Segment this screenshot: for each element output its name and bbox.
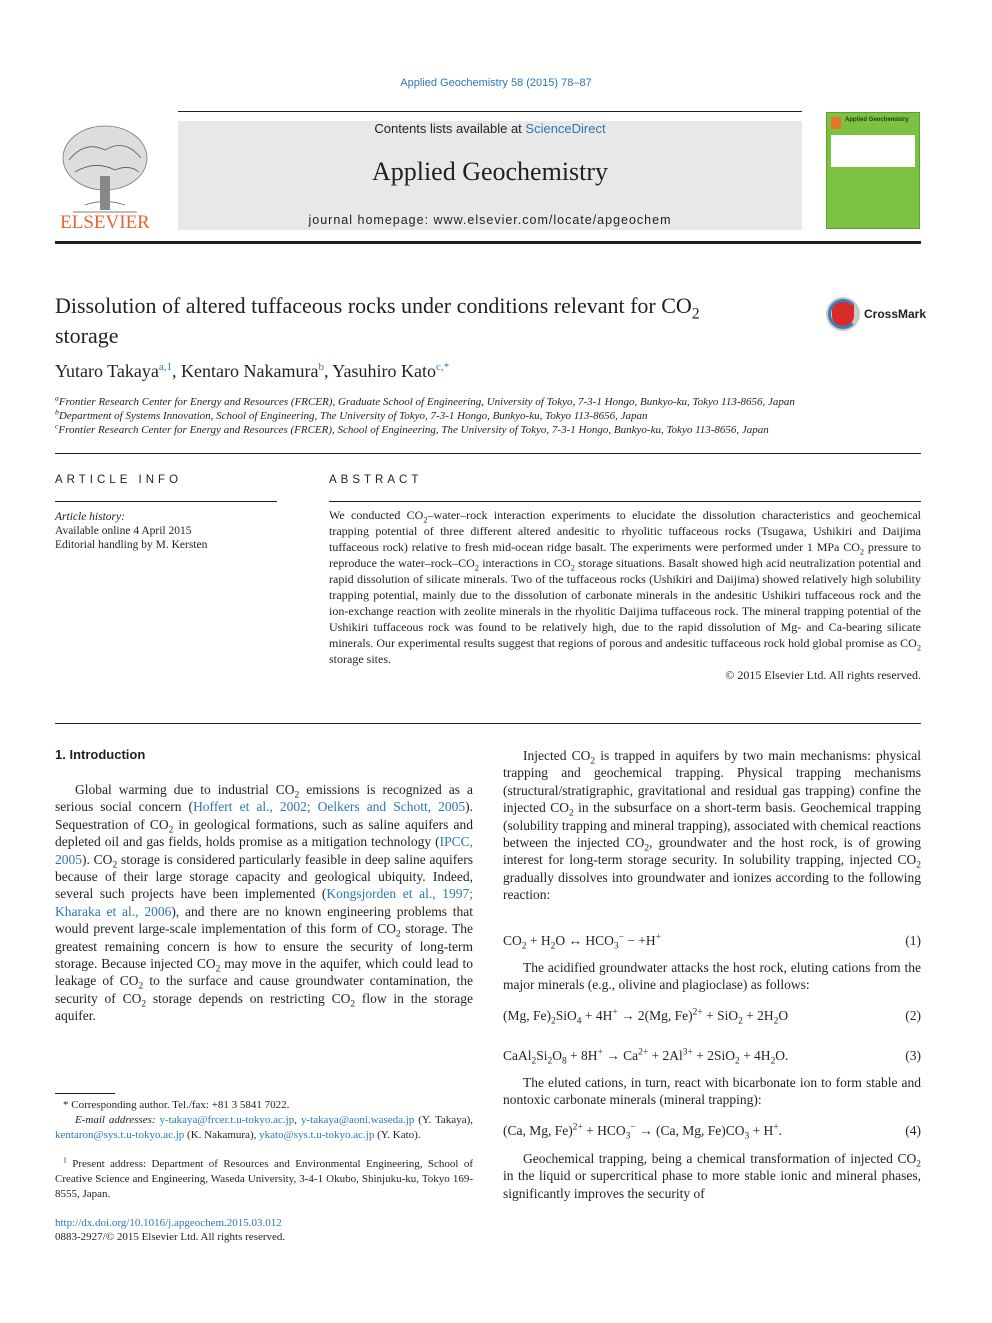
citation-link[interactable]: Hoffert et al., 2002; Oelkers and Schott, 2005 (193, 799, 466, 815)
journal-homepage-link[interactable]: www.elsevier.com/locate/apgeochem (433, 213, 672, 227)
article-info-rule (55, 501, 277, 502)
intro-paragraph-1: Global warming due to industrial $CO_2$ emissions is recognized as a serious social concern (Hoffert et al., 2002; Oelkers and Schott, 2005). Sequestration of $CO_2$ in geological formations, such as saline aquifers and depleted oil and gas fields, holds promise as a mitigation technology (IPCC, 2005). $CO_2$ storage is considered particularly feasible in deep saline aquifers because of their large storage capacity and geological ubiquity. Indeed, several such projects have been implemented (Kongsjorden et al., 1997; Kharaka et al., 2006), and there are no known engineering problems that would prevent large-scale implementation of this form of $CO_2$ storage. The greatest remaining concern is how to ensure the security of long-term storage. Because injected $CO_2$ may move in the aquifer, which could lead to leakage of $CO_2$ to the surface and cause groundwater contamination, the security of $CO_2$ storage depends on restricting $CO_2$ flow in the storage aquifer. (55, 782, 474, 1024)
citation-link[interactable]: IPCC, 2005 (55, 834, 473, 867)
body-paragraph-geochemical: Geochemical trapping, being a chemical transformation of injected $CO_2$ in the liquid or supercritical phase to more stable ionic and mineral phases, significantly improves the security of (503, 1151, 921, 1201)
paper-title: Dissolution of altered tuffaceous rocks under conditions relevant for $CO_2$ storage (55, 293, 700, 348)
journal-homepage: journal homepage: www.elsevier.com/locate/apgeochem (308, 213, 672, 227)
body-paragraph-trapping: Injected $CO_2$ is trapped in aquifers by two main mechanisms: physical trapping and geochemical trapping. Physical trapping mechanisms (structural/stratigraphic, gravitational and residual gas trapping) confine the injected $CO_2$ in the subsurface on a short-term basis. Geochemical trapping (solubility trapping and mineral trapping), associated with chemical reactions between the injected $CO_2$, groundwater and the host rock, is of growing interest for long-term storage security. In solubility trapping, injected $CO_2$ gradually dissolves into groundwater and ionizes according to the following reaction: (503, 748, 922, 903)
crossmark-label: CrossMark (864, 307, 927, 321)
abstract-heading: ABSTRACT (329, 474, 423, 486)
footnote-emails: E-mail addresses: y-takaya@frcer.t.u-tokyo.ac.jp, y-takaya@aoni.waseda.jp (Y. Takaya), kentaron@sys.t.u-tokyo.ac.jp (K. Nakamura), ykato@sys.t.u-tokyo.ac.jp (Y. Kato). (55, 1114, 473, 1141)
affiliation: $^a$Frontier Research Center for Energy and Resources (FRCER), Graduate School of Engineering, University of Tokyo, 7-3-1 Hongo, Bunkyo-ku, Tokyo 113-8656, Japan (55, 393, 795, 408)
footnote-rule (55, 1093, 115, 1094)
cover-title: Applied Geochemistry (845, 117, 909, 123)
header-bottom-rule (55, 241, 921, 244)
journal-banner (178, 121, 802, 230)
email-link[interactable]: y-takaya@aoni.waseda.jp (300, 1114, 415, 1126)
header-top-rule (178, 111, 802, 112)
email-link[interactable]: y-takaya@frcer.t.u-tokyo.ac.jp (159, 1114, 295, 1126)
crossmark-ring-shape (828, 299, 858, 329)
cover-logo-icon (831, 117, 841, 129)
equation-3: $CaAl_2Si_2O_8 + 8H^+ \to Ca^{2+} + 2Al^{3+} + 2SiO_2 + 4H_2O$. (3) (503, 1047, 921, 1067)
sciencedirect-link[interactable]: ScienceDirect (525, 121, 606, 136)
journal-cover-thumbnail[interactable] (826, 112, 920, 229)
equation-1: $CO_2 + H_2O$ ↔ $HCO_3^- - +H^+$ (1) (503, 932, 921, 952)
journal-citation[interactable]: Applied Geochemistry 58 (2015) 78–87 (400, 77, 592, 89)
author-affiliation-mark[interactable]: b (318, 361, 324, 373)
author-name: Yasuhiro Kato (332, 361, 436, 381)
email-link[interactable]: ykato@sys.t.u-tokyo.ac.jp (259, 1128, 375, 1141)
history-label: Article history: (55, 511, 125, 523)
issn-line: 0883-2927/© 2015 Elsevier Ltd. All rights reserved. (55, 1231, 286, 1243)
contents-line: Contents lists available at ScienceDirect (374, 121, 606, 136)
author-affiliation-mark[interactable]: c,* (435, 361, 450, 373)
abstract-copyright: © 2015 Elsevier Ltd. All rights reserved. (725, 668, 921, 682)
introduction-heading: 1. Introduction (55, 747, 146, 762)
doi-link[interactable]: http://dx.doi.org/10.1016/j.apgeochem.2015.03.012 (55, 1217, 282, 1229)
crossmark-button[interactable] (826, 297, 926, 333)
elsevier-tree-logo (55, 120, 155, 232)
author-list: Yutaro Takaya$^{a,1}$, Kentaro Nakamura$^b$, Yasuhiro Kato$^{c,*}$ (55, 361, 450, 381)
journal-title: Applied Geochemistry (371, 157, 609, 186)
equation-4: (Ca, Mg, $Fe)^{2+} + HCO_3^- \to (Ca$, Mg, $Fe)CO_3 + H^+$. (4) (503, 1122, 921, 1142)
article-info-heading: ARTICLE INFO (55, 474, 183, 486)
footnote-present-address: $^1$ Present address: Department of Resources and Environmental Engineering, School of Creative Science and Engineering, Waseda University, 3-4-1 Okubo, Shinjuku-ku, Tokyo 169-8555, Japan. (55, 1155, 473, 1200)
body-paragraph-eluted: The eluted cations, in turn, react with bicarbonate ion to form stable and nontoxic carbonate minerals (mineral trapping): (503, 1075, 921, 1108)
editorial-handling: Editorial handling by M. Kersten (55, 539, 208, 551)
abstract-bottom-rule (55, 723, 921, 724)
author-name: Yutaro Takaya (55, 361, 159, 381)
author-affiliation-mark[interactable]: a,1 (158, 361, 173, 373)
svg-text:ELSEVIER: ELSEVIER (60, 212, 150, 232)
abstract-text: We conducted $CO_2-water$–rock interaction experiments to elucidate the dissolution characteristics and geochemical trapping potential of three different altered andesitic to rhyolitic tuffaceous rocks (Tsugawa, Ushikiri and Daijima tuffaceous rock) relative to fresh mid-ocean ridge basalt. The experiments were performed under 1 MPa $CO_2$ pressure to reproduce the water–$rock-CO_2$ interactions in $CO_2$ storage situations. Basalt showed high acid neutralization potential and rapid dissolution of silicate minerals. Two of the tuffaceous rocks (Ushikiri and Daijima) showed relatively high solubility trapping potential, mainly due to the dissolution of carbonate minerals in the andesitic Ushikiri tuffaceous rock and the ion-exchange reaction with zeolite minerals in the rhyolitic Daijima tuffaceous rock. The mineral trapping potential of the Ushikiri tuffaceous rock was found to be relatively high, due to the rapid dissolution of Mg- and Ca-bearing silicate minerals. Our experimental results suggest that regions of porous and andesitic tuffaceous rock hold global promise as $CO_2$ storage sites. © 2015 Elsevier Ltd. All rights reserved. (329, 508, 922, 682)
author-name: Kentaro Nakamura (181, 361, 319, 381)
cover-panel (831, 135, 915, 167)
citation-link[interactable]: Kongsjorden et al., 1997; Kharaka et al., 2006 (55, 886, 473, 919)
equation-2: (Mg, $Fe)_2SiO_4 + 4H^+ \to 2(Mg$, $Fe)^{2+} + SiO_2 + 2H_2O$ (2) (503, 1007, 921, 1027)
abstract-rule (329, 501, 921, 502)
available-online: Available online 4 April 2015 (55, 525, 192, 537)
affiliation: $^b$Department of Systems Innovation, School of Engineering, The University of Tokyo, 7-3-1 Hongo, Bunkyo-ku, Tokyo 113-8656, Japan (55, 407, 648, 422)
article-history (55, 510, 277, 552)
affiliation: $^c$Frontier Research Center for Energy and Resources (FRCER), School of Engineering, The University of Tokyo, 7-3-1 Hongo, Bunkyo-ku, Tokyo 113-8656, Japan (55, 421, 769, 436)
footnote-corresponding: * Corresponding author. Tel./fax: +81 3 5841 7022. (63, 1099, 290, 1111)
email-link[interactable]: kentaron@sys.t.u-tokyo.ac.jp (55, 1128, 185, 1141)
body-paragraph-acidified: The acidified groundwater attacks the host rock, eluting cations from the major minerals (e.g., olivine and plagioclase) as follows: (503, 960, 921, 993)
affiliation-rule (55, 453, 921, 454)
